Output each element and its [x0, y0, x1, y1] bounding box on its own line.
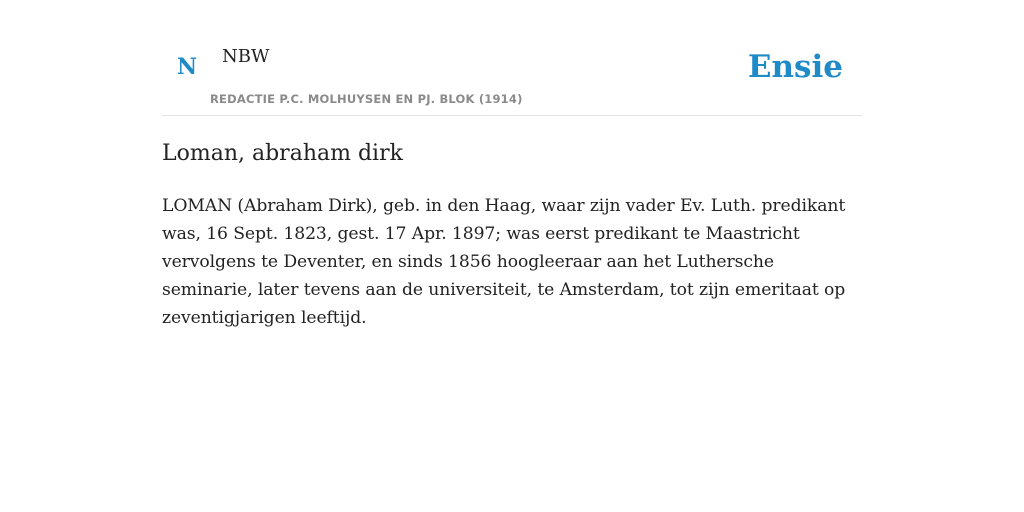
source-header — [162, 0, 862, 116]
article — [162, 140, 862, 332]
source-logo[interactable]: N — [177, 54, 198, 80]
article-body: LOMAN (Abraham Dirk), geb. in den Haag, waar zijn vader Ev. Luth. predikant was, 16 Sept. 1823, gest. 17 Apr. 1897; was eerst predikant te Maastricht vervolgens te Deventer, en sinds 1856 hoogleeraar aan het Luthersche seminarie, later tevens aan de universiteit, te Amsterdam, tot zijn emeritaat op zeventigjarigen leeftijd. — [162, 196, 846, 328]
ensie-logo[interactable]: Ensie — [747, 49, 843, 85]
source-editors: REDACTIE P.C. MOLHUYSEN EN PJ. BLOK (1914) — [210, 92, 523, 106]
article-title: Loman, abraham dirk — [162, 141, 403, 166]
source-name-link[interactable]: NBW — [222, 46, 270, 67]
